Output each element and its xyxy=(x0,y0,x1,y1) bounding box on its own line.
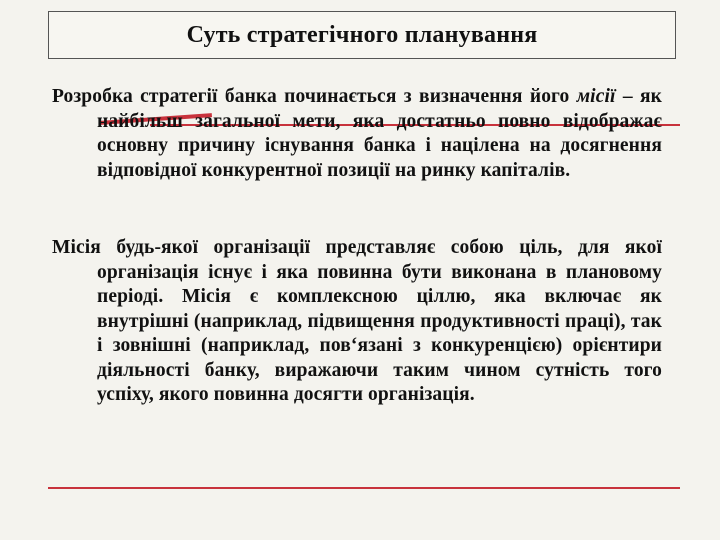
paragraph-mission-definition-text: Місія будь-якої організації представляє собою ціль, для якої організація існує і яка повинна бути виконана в плановому періоді. Місія є комплексною ціллю, яка включає як внутрішні (наприклад, підвищення продуктивності праці), так і зовнішні (наприклад, пов‘язані з конкуренцією) орієнтири діяльності банку, виражаючи таким чином сутність того успіху, якого повинна досягти організація. xyxy=(52,237,662,405)
paragraph-1-end: – як найбільш загальної мети, яка достатньо повно відображає основну причину існування банка і націлена на досягнення відповідної конкурентної позиції на ринку капіталів. xyxy=(97,86,662,181)
emphasis-mission: місії xyxy=(576,86,616,107)
page-title: Суть стратегічного планування xyxy=(186,22,538,48)
paragraph-mission-intro-text xyxy=(52,85,662,183)
title-box xyxy=(48,11,676,59)
accent-rule-bottom xyxy=(48,487,680,489)
paragraph-mission-intro xyxy=(52,85,662,183)
paragraph-1-start: Розробка стратегії банка починається з визначення його xyxy=(52,86,577,107)
paragraph-mission-definition xyxy=(52,236,662,408)
